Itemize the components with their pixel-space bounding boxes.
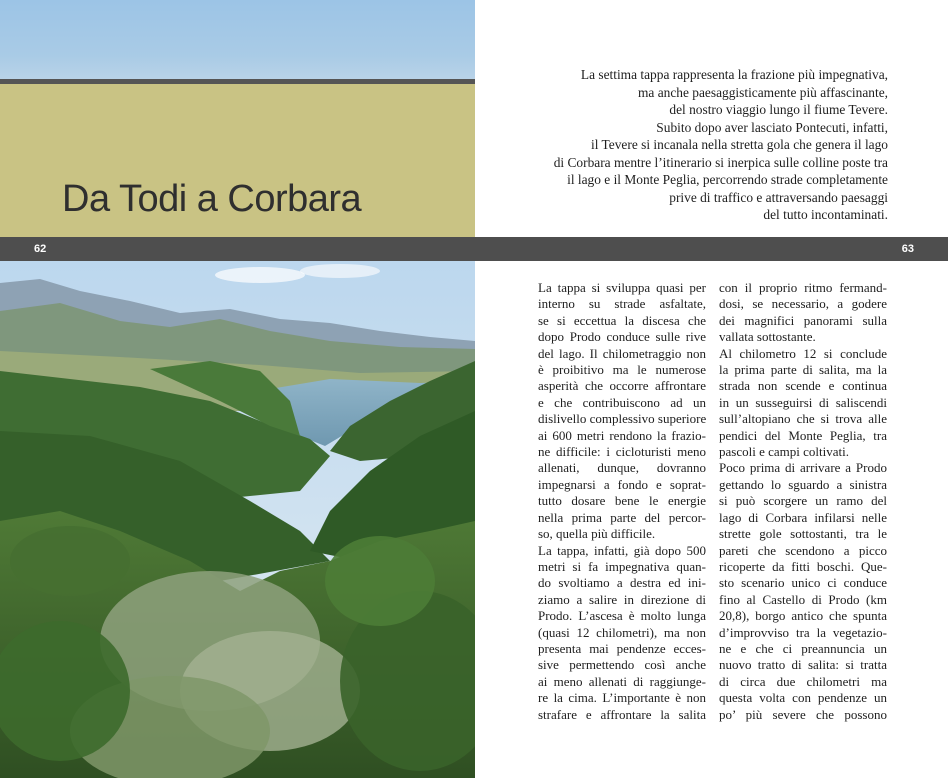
text-line: ai 600 metri rendono la frazio-	[538, 427, 706, 443]
page-number-bar	[0, 237, 948, 261]
text-line: nuovo tratto di salita: si tratta	[719, 657, 887, 673]
text-line: 20,8), borgo antico che spunta	[719, 608, 887, 624]
text-line: (quasi 12 chilometri), ma non	[538, 624, 706, 640]
text-line: dei magnifici panorami sulla	[719, 312, 887, 328]
text-line: il lago e il Monte Peglia, percorrendo strade completamente	[567, 172, 888, 187]
text-line: pareti che scendono a picco	[719, 542, 887, 558]
text-line: presenta mai pendenze ecces-	[538, 640, 706, 656]
text-line: con il proprio ritmo fermand-	[719, 280, 887, 295]
text-line: nella prima parte del percor-	[538, 509, 706, 525]
text-line: sull’altopiano che si trova alle	[719, 411, 887, 427]
text-line: allenati, dunque, dovranno	[538, 460, 706, 476]
text-line: sive permettendo così anche	[538, 657, 706, 673]
text-line: ne e che ci preannuncia un	[719, 640, 887, 656]
text-line: Poco prima di arrivare a Prodo	[719, 460, 887, 476]
text-line: La tappa si sviluppa quasi per	[538, 280, 706, 295]
text-line: po’ più severe che possono	[719, 706, 887, 722]
text-line: ziamo a salire in direzione di	[538, 591, 706, 607]
text-line: ma anche paesaggisticamente più affascinante,	[638, 84, 888, 100]
text-line: d’improvviso tra la vegetazio-	[719, 624, 887, 640]
text-line: impegnarsi a fondo e soprat-	[538, 476, 706, 492]
text-line: si può scorgere un ramo del	[719, 493, 887, 509]
text-line: asperità che occorre affrontare	[538, 378, 706, 394]
text-line: dislivello complessivo superiore	[538, 411, 707, 427]
text-line: lago di Corbara infilarsi nelle	[719, 509, 887, 525]
text-line: Subito dopo aver lasciato Pontecuti, infatti,	[656, 119, 888, 135]
text-line: in un susseguirsi di saliscendi	[719, 394, 887, 410]
text-line: ai meno allenati di raggiunge-	[538, 673, 706, 689]
chapter-title: Da Todi a Corbara	[62, 178, 362, 220]
text-line: La tappa, infatti, già dopo 500	[538, 542, 706, 558]
body-column-1	[538, 280, 706, 723]
text-line: dosi, se necessario, a godere	[719, 296, 887, 312]
sky-strip	[0, 0, 475, 80]
text-line: La settima tappa rappresenta la frazione più impegnativa,	[580, 67, 888, 82]
text-line: tutto dosare bene le energie	[538, 493, 706, 509]
text-line: del nostro viaggio lungo il fiume Tevere.	[669, 102, 888, 117]
text-line: Prodo. L’ascesa è molto lunga	[538, 608, 706, 624]
text-line: do svoltiamo a destra ed ini-	[538, 575, 706, 591]
text-line: è proibitivo ma le numerose	[538, 362, 706, 378]
text-line: questa volta con pendenze un	[719, 690, 887, 706]
text-line: strafare e affrontare la salita	[538, 706, 706, 722]
text-line: so, quella più difficile.	[538, 526, 656, 542]
page-number-right: 63	[901, 243, 914, 255]
text-line: vallata sottostante.	[719, 329, 816, 345]
text-line: strette gole sottostanti, tra le	[719, 526, 887, 542]
intro-paragraph	[448, 66, 888, 224]
text-line: gettando lo sguardo a sinistra	[719, 476, 887, 492]
text-line: se si eccettua la discesa che	[538, 312, 706, 328]
text-line: ricoperte da fitti boschi. Que-	[719, 558, 887, 574]
text-line: ne difficile: i cicloturisti meno	[538, 444, 706, 460]
text-line: pendici del Monte Peglia, tra	[719, 427, 887, 443]
text-line: il Tevere si incanala nella stretta gola che genera il lago	[591, 137, 888, 152]
page-number-left: 62	[34, 243, 47, 255]
text-line: fino al Castello di Prodo (km	[719, 591, 887, 607]
text-line: sto scenario unico ci conduce	[719, 575, 887, 591]
text-line: interno su strade asfaltate,	[538, 296, 706, 312]
text-line: re la cima. L’importante è non	[538, 690, 706, 706]
text-line: Al chilometro 12 si conclude	[719, 345, 887, 361]
text-line: e che contribuiscono ad un	[538, 394, 706, 410]
body-column-2	[719, 280, 887, 723]
text-line: dopo Prodo conduce sulle rive	[538, 329, 706, 345]
text-line: metri si fa impegnativa quan-	[538, 558, 706, 574]
text-line: di circa due chilometri ma	[719, 673, 887, 689]
text-line: del tutto incontaminati.	[763, 207, 888, 222]
text-line: strada non scende e continua	[719, 378, 887, 394]
landscape-photo	[0, 261, 475, 778]
landscape-illustration	[0, 261, 475, 778]
text-line: la prima parte di salita, ma la	[719, 362, 887, 378]
text-line: di Corbara mentre l’itinerario si inerpica sulle colline poste tra	[553, 154, 888, 170]
text-line: prive di traffico e attraversando paesaggi	[669, 189, 888, 205]
text-line: del lago. Il chilometraggio non	[538, 345, 706, 361]
text-line: pascoli e campi coltivati.	[719, 444, 849, 460]
